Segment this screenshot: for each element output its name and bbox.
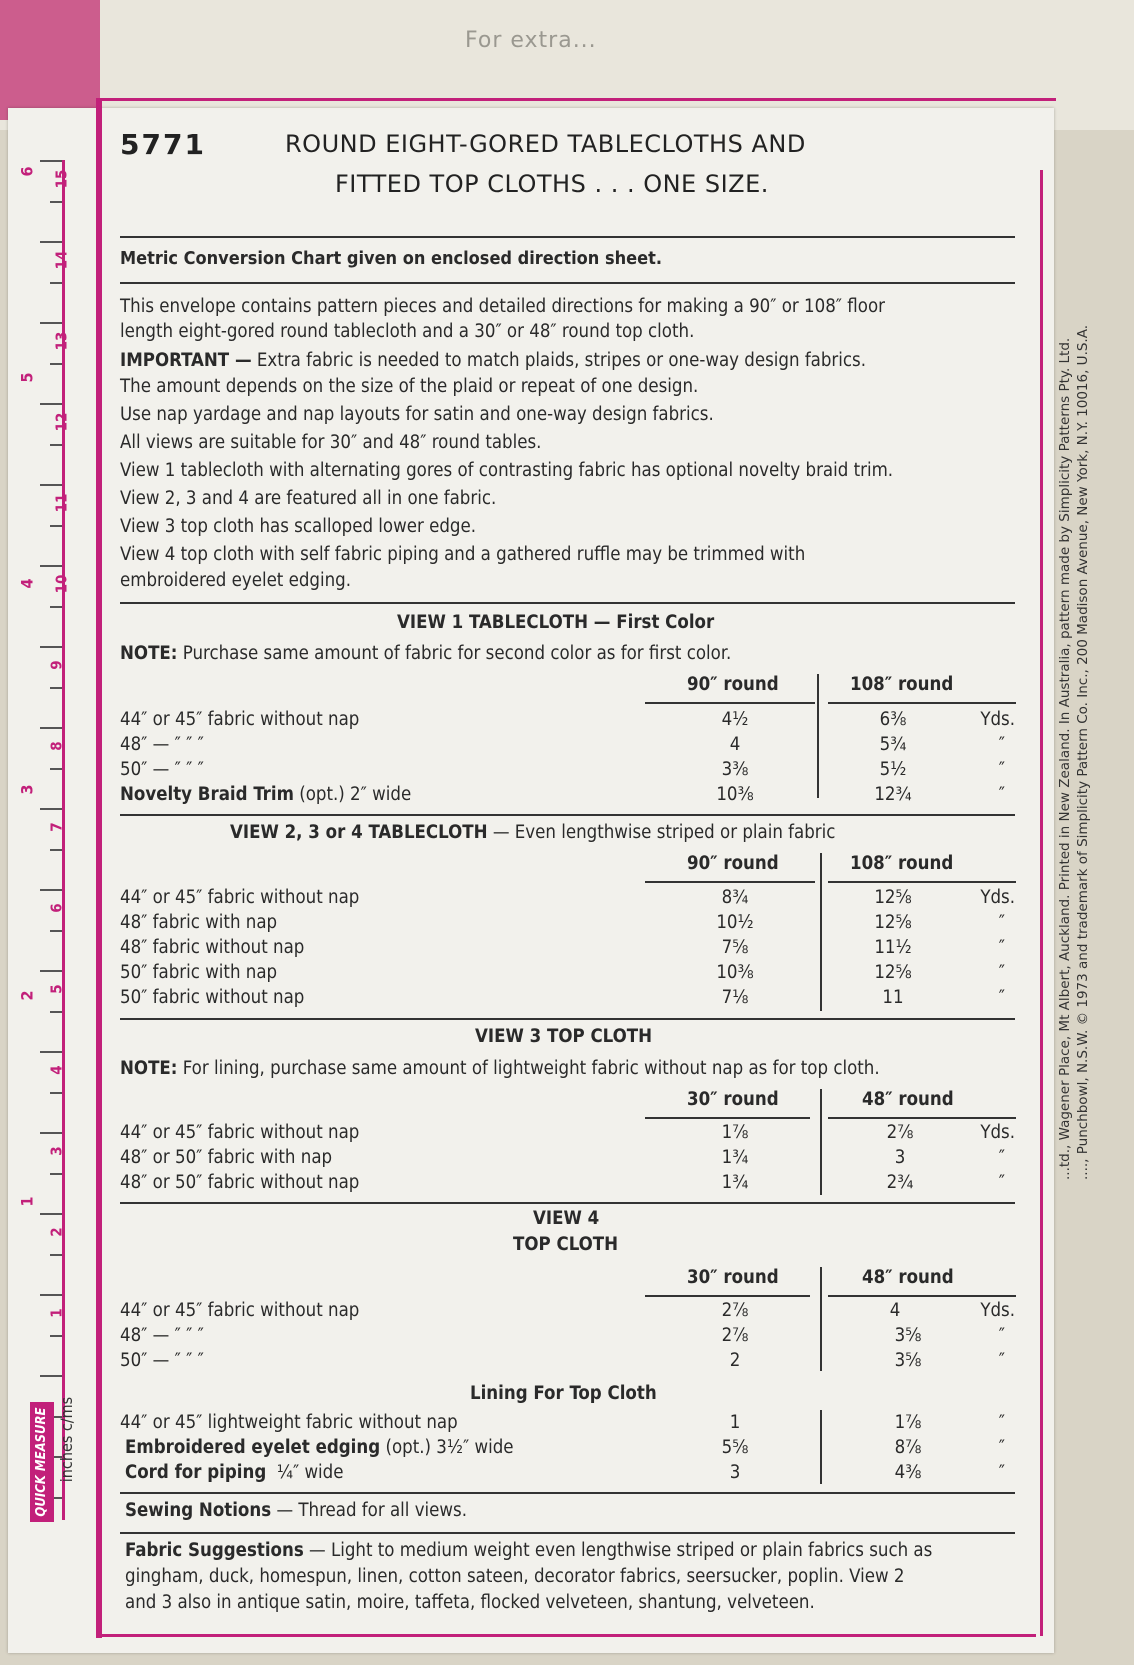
- note-text: Purchase same amount of fabric for second color as for first color.: [182, 643, 732, 664]
- braid-label: Novelty Braid Trim: [120, 784, 294, 805]
- eyelet-label: Embroidered eyelet edging: [125, 1437, 381, 1458]
- view3-note: [120, 1058, 880, 1079]
- view3-row-unit: Yds.: [980, 1122, 1015, 1143]
- notions-label: Sewing Notions: [125, 1500, 272, 1521]
- view4-row-label: 48″ — ″ ″ ″: [120, 1325, 204, 1346]
- ruler-cm-tick: [40, 808, 62, 810]
- divider: [120, 236, 1015, 238]
- important-label: IMPORTANT —: [120, 350, 252, 371]
- col-header-30: 30″ round: [687, 1089, 779, 1110]
- lining-row-a: 1: [729, 1412, 741, 1433]
- ruler-cm-tick: [40, 484, 62, 486]
- view234-row-label: 48″ fabric with nap: [120, 912, 278, 933]
- divider: [120, 602, 1015, 604]
- ruler-mm-tick: [50, 444, 62, 446]
- view3-row-unit: ″: [998, 1172, 1005, 1193]
- ruler-cm-label: 6: [47, 903, 66, 913]
- note-label: NOTE:: [120, 1058, 178, 1079]
- column-separator: [820, 1089, 822, 1195]
- sewing-notions: [125, 1500, 467, 1521]
- intro-line: View 1 tablecloth with alternating gores of contrasting fabric has optional novelty braid trim.: [120, 460, 894, 481]
- frame-bottom-line: [96, 1634, 1036, 1637]
- view1-braid-row: [120, 784, 411, 805]
- ruler-mm-tick: [50, 1173, 62, 1175]
- ruler-cm-label: 7: [47, 822, 66, 832]
- flap-pink-tab: [0, 0, 100, 120]
- view1-braid-b: 12¾: [874, 784, 912, 805]
- fabric-label: Fabric Suggestions: [125, 1540, 304, 1561]
- ruler-inch-label: 5: [17, 372, 37, 383]
- ruler-cm-label: 4: [47, 1065, 66, 1075]
- view4-row-a: 2⅞: [721, 1300, 749, 1321]
- ruler-cm-label: 5: [47, 984, 66, 994]
- eyelet-row-b: 8⅞: [894, 1437, 922, 1458]
- intro-line: View 3 top cloth has scalloped lower edge.: [120, 516, 476, 537]
- view234-row-unit: ″: [998, 962, 1005, 983]
- view3-row-b: 2¾: [886, 1172, 914, 1193]
- ruler-mm-tick: [50, 1335, 62, 1337]
- cord-row-a: 3: [729, 1462, 741, 1483]
- view1-row-a: 3⅜: [721, 759, 749, 780]
- eyelet-row-a: 5⅝: [721, 1437, 749, 1458]
- ruler-mm-tick: [50, 1092, 62, 1094]
- frame-right-line: [1040, 170, 1043, 1636]
- view3-row-a: 1⅞: [721, 1122, 749, 1143]
- ruler-cm-label: 9: [47, 660, 66, 670]
- view1-note: [120, 643, 731, 664]
- cord-label: Cord for piping: [125, 1462, 267, 1483]
- view4-row-b: 4: [889, 1300, 901, 1321]
- metric-note: Metric Conversion Chart given on enclosed direction sheet.: [120, 248, 662, 269]
- lining-row-unit: ″: [998, 1412, 1005, 1433]
- eyelet-row-unit: ″: [998, 1437, 1005, 1458]
- view234-heading-bold: VIEW 2, 3 or 4 TABLECLOTH: [230, 822, 488, 843]
- view1-heading: VIEW 1 TABLECLOTH — First Color: [397, 612, 715, 633]
- divider: [120, 1202, 1015, 1204]
- view234-row-label: 50″ fabric without nap: [120, 987, 305, 1008]
- cord-row-b: 4⅜: [894, 1462, 922, 1483]
- cord-width: ¼″ wide: [276, 1462, 344, 1483]
- view1-row-b: 6⅜: [879, 709, 907, 730]
- view4-row-label: 44″ or 45″ fabric without nap: [120, 1300, 360, 1321]
- ruler-cm-tick: [40, 322, 62, 324]
- flap-text: For extra...: [465, 28, 597, 53]
- note-label: NOTE:: [120, 643, 178, 664]
- view1-row-unit: ″: [998, 734, 1005, 755]
- pattern-number: 5771: [120, 128, 206, 161]
- view234-row-label: 48″ fabric without nap: [120, 937, 305, 958]
- intro-line: embroidered eyelet edging.: [120, 570, 352, 591]
- col-underline: [645, 881, 815, 883]
- ruler-cm-tick: [40, 160, 62, 162]
- ruler-cm-tick: [40, 889, 62, 891]
- ruler-mm-tick: [50, 1254, 62, 1256]
- col-underline: [828, 1117, 1016, 1119]
- credit-line-1: ...td., Wagener Place, Mt Albert, Auckland. Printed in New Zealand. In Australia, pattern made by Simplicity Patterns Pty. Ltd.: [1057, 337, 1073, 1180]
- intro-line: All views are suitable for 30″ and 48″ round tables.: [120, 432, 542, 453]
- frame-left-line: [96, 98, 102, 1638]
- ruler-inch-label: 6: [17, 166, 37, 177]
- view3-row-label: 48″ or 50″ fabric without nap: [120, 1172, 360, 1193]
- view4-heading-1: VIEW 4: [533, 1208, 600, 1229]
- ruler-cm-tick: [40, 1132, 62, 1134]
- view234-row-label: 44″ or 45″ fabric without nap: [120, 887, 360, 908]
- view4-row-unit: Yds.: [980, 1300, 1015, 1321]
- publisher-credit: [1056, 324, 1092, 1180]
- view3-row-label: 48″ or 50″ fabric with nap: [120, 1147, 333, 1168]
- ruler-mm-tick: [50, 687, 62, 689]
- cord-row-unit: ″: [998, 1462, 1005, 1483]
- view4-row-b: 3⅝: [894, 1350, 922, 1371]
- intro-line: Extra fabric is needed to match plaids, stripes or one-way design fabrics.: [256, 350, 867, 371]
- view4-row-a: 2: [729, 1350, 741, 1371]
- col-underline: [645, 1295, 810, 1297]
- view234-row-b: 12⅝: [874, 912, 912, 933]
- ruler-cm-label: 10: [52, 574, 71, 594]
- divider: [120, 1532, 1015, 1534]
- view234-row-a: 7⅛: [721, 987, 749, 1008]
- eyelet-row-label: [125, 1437, 514, 1458]
- lining-heading: Lining For Top Cloth: [470, 1383, 657, 1404]
- ruler-mm-tick: [50, 606, 62, 608]
- title-line-2: FITTED TOP CLOTHS . . . ONE SIZE.: [335, 170, 769, 198]
- intro-important: [120, 350, 866, 371]
- intro-line: Use nap yardage and nap layouts for satin and one-way design fabrics.: [120, 404, 714, 425]
- ruler-mm-tick: [50, 849, 62, 851]
- ruler-cm-tick: [40, 646, 62, 648]
- view234-row-unit: ″: [998, 912, 1005, 933]
- ruler-cm-tick: [40, 1051, 62, 1053]
- ruler-cm-label: 8: [47, 741, 66, 751]
- ruler-mm-tick: [50, 768, 62, 770]
- ruler-cm-label: 13: [52, 331, 71, 351]
- ruler-inch-label: 2: [17, 990, 37, 1001]
- ruler-mm-tick: [50, 363, 62, 365]
- ruler-cm-tick: [40, 565, 62, 567]
- divider: [120, 282, 1015, 284]
- view1-row-label: 48″ — ″ ″ ″: [120, 734, 204, 755]
- view4-row-label: 50″ — ″ ″ ″: [120, 1350, 204, 1371]
- view1-row-unit: Yds.: [980, 709, 1015, 730]
- col-underline: [645, 1117, 810, 1119]
- col-header-30: 30″ round: [687, 1267, 779, 1288]
- view234-row-b: 11½: [874, 937, 912, 958]
- view234-row-b: 12⅝: [874, 962, 912, 983]
- fabric-suggestions: [125, 1540, 932, 1561]
- ruler-units: inches c/ms: [57, 1396, 77, 1483]
- ruler-cm-tick: [40, 241, 62, 243]
- ruler-cm-tick: [40, 727, 62, 729]
- view234-row-unit: ″: [998, 937, 1005, 958]
- view234-row-label: 50″ fabric with nap: [120, 962, 278, 983]
- view4-row-b: 3⅝: [894, 1325, 922, 1346]
- view234-row-b: 11: [882, 987, 904, 1008]
- ruler-cm-label: 11: [52, 493, 71, 513]
- view234-row-a: 8¾: [721, 887, 749, 908]
- view3-row-label: 44″ or 45″ fabric without nap: [120, 1122, 360, 1143]
- ruler-inch-label: 1: [17, 1196, 37, 1207]
- col-underline: [645, 702, 815, 704]
- ruler-cm-label: 2: [47, 1227, 66, 1237]
- notions-text: — Thread for all views.: [276, 1500, 467, 1521]
- ruler-cm-tick: [40, 1375, 62, 1377]
- col-underline: [828, 881, 1016, 883]
- view234-heading: [230, 822, 835, 843]
- ruler-inch-label: 4: [17, 578, 37, 589]
- divider: [120, 814, 1015, 816]
- view234-row-a: 10⅜: [716, 962, 754, 983]
- column-separator: [820, 853, 822, 1011]
- ruler-cm-tick: [40, 403, 62, 405]
- view234-row-b: 12⅝: [874, 887, 912, 908]
- col-underline: [828, 1295, 1016, 1297]
- intro-line: length eight-gored round tablecloth and a 30″ or 48″ round top cloth.: [120, 321, 695, 342]
- ruler-cm-label: 12: [52, 412, 71, 432]
- column-separator: [820, 1410, 822, 1484]
- ruler-cm-label: 14: [52, 250, 71, 270]
- column-separator: [817, 674, 819, 798]
- view1-row-unit: ″: [998, 759, 1005, 780]
- view4-row-a: 2⅞: [721, 1325, 749, 1346]
- braid-width: (opt.) 2″ wide: [299, 784, 412, 805]
- view4-heading-2: TOP CLOTH: [513, 1234, 619, 1255]
- ruler-label: [18, 1380, 78, 1520]
- view1-row-label: 50″ — ″ ″ ″: [120, 759, 204, 780]
- ruler-mm-tick: [50, 282, 62, 284]
- divider: [120, 1492, 1015, 1494]
- view3-row-b: 3: [894, 1147, 906, 1168]
- view3-row-a: 1¾: [721, 1147, 749, 1168]
- intro-line: This envelope contains pattern pieces and detailed directions for making a 90″ or 108″ floor: [120, 296, 885, 317]
- view234-row-unit: ″: [998, 987, 1005, 1008]
- view1-braid-unit: ″: [998, 784, 1005, 805]
- view1-braid-a: 10⅜: [716, 784, 754, 805]
- view3-row-b: 2⅞: [886, 1122, 914, 1143]
- view4-row-unit: ″: [998, 1350, 1005, 1371]
- ruler-mm-tick: [50, 930, 62, 932]
- view1-row-label: 44″ or 45″ fabric without nap: [120, 709, 360, 730]
- view1-row-a: 4½: [721, 709, 749, 730]
- view3-row-a: 1¾: [721, 1172, 749, 1193]
- note-text: For lining, purchase same amount of lightweight fabric without nap as for top cloth.: [182, 1058, 880, 1079]
- ruler-mm-tick: [50, 1011, 62, 1013]
- frame-top-line: [96, 98, 1056, 101]
- fabric-line: and 3 also in antique satin, moire, taffeta, flocked velveteen, shantung, velveteen.: [125, 1592, 815, 1613]
- col-header-48: 48″ round: [862, 1089, 954, 1110]
- column-separator: [820, 1267, 822, 1371]
- ruler-brand: QUICK MEASURE: [30, 1402, 54, 1522]
- title-line-1: ROUND EIGHT-GORED TABLECLOTHS AND: [285, 130, 806, 158]
- cord-row-label: [125, 1462, 344, 1483]
- view4-row-unit: ″: [998, 1325, 1005, 1346]
- view234-heading-rest: — Even lengthwise striped or plain fabric: [492, 822, 836, 843]
- col-header-108: 108″ round: [850, 674, 954, 695]
- credit-line-2: ...., Punchbowl, N.S.W. © 1973 and trademark of Simplicity Pattern Co. Inc., 200 Madison Avenue, New York, N.Y. 10016, U.S.A.: [1075, 324, 1091, 1180]
- col-header-90: 90″ round: [687, 853, 779, 874]
- ruler-cm-label: 3: [47, 1146, 66, 1156]
- ruler-cm-tick: [40, 970, 62, 972]
- view234-row-a: 10½: [716, 912, 754, 933]
- view234-row-a: 7⅝: [721, 937, 749, 958]
- view3-heading: VIEW 3 TOP CLOTH: [475, 1026, 653, 1047]
- ruler-mm-tick: [50, 525, 62, 527]
- divider: [120, 1018, 1015, 1020]
- col-header-108: 108″ round: [850, 853, 954, 874]
- ruler-cm-label: 15: [52, 169, 71, 189]
- fabric-text: — Light to medium weight even lengthwise striped or plain fabrics such as: [309, 1540, 933, 1561]
- col-header-48: 48″ round: [862, 1267, 954, 1288]
- intro-line: The amount depends on the size of the plaid or repeat of one design.: [120, 376, 699, 397]
- view234-row-unit: Yds.: [980, 887, 1015, 908]
- ruler-inch-label: 3: [17, 784, 37, 795]
- intro-line: View 4 top cloth with self fabric piping and a gathered ruffle may be trimmed with: [120, 544, 806, 565]
- col-underline: [828, 702, 1016, 704]
- view1-row-b: 5¾: [879, 734, 907, 755]
- eyelet-width: (opt.) 3½″ wide: [385, 1437, 514, 1458]
- ruler-cm-label: 1: [47, 1308, 66, 1318]
- col-header-90: 90″ round: [687, 674, 779, 695]
- ruler-cm-tick: [40, 1213, 62, 1215]
- intro-line: View 2, 3 and 4 are featured all in one fabric.: [120, 488, 497, 509]
- view1-row-a: 4: [729, 734, 741, 755]
- ruler-mm-tick: [50, 201, 62, 203]
- view1-row-b: 5½: [879, 759, 907, 780]
- lining-row-b: 1⅞: [894, 1412, 922, 1433]
- view3-row-unit: ″: [998, 1147, 1005, 1168]
- fabric-line: gingham, duck, homespun, linen, cotton sateen, decorator fabrics, seersucker, poplin. View 2: [125, 1566, 905, 1587]
- lining-row-label: 44″ or 45″ lightweight fabric without nap: [120, 1412, 458, 1433]
- ruler-cm-tick: [40, 1294, 62, 1296]
